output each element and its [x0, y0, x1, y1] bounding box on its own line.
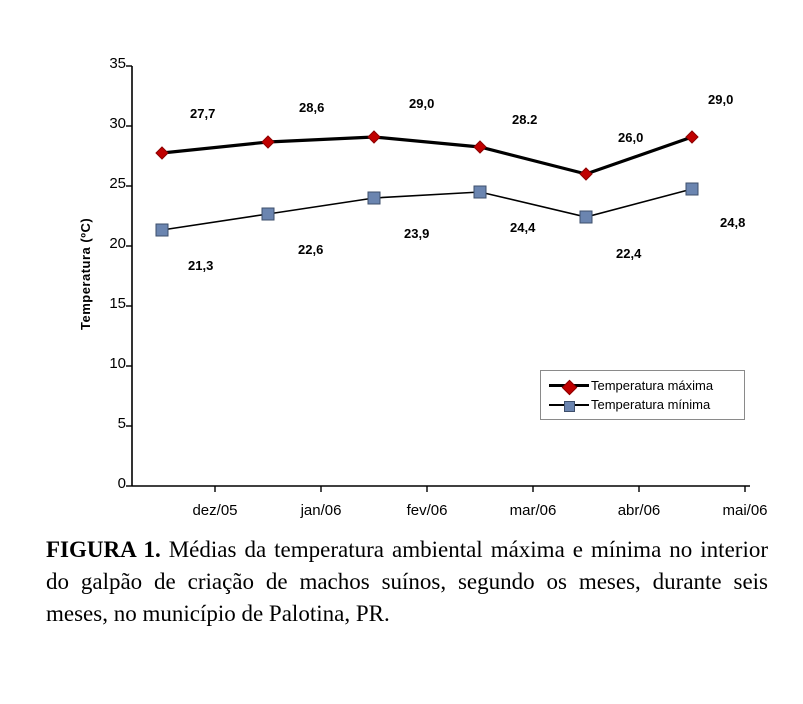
- data-label-maxima: 26,0: [618, 130, 644, 145]
- data-label-minima: 22,6: [298, 242, 324, 257]
- y-tick-label: 30: [109, 115, 126, 132]
- data-label-minima: 24,8: [720, 215, 746, 230]
- legend-label-maxima: Temperatura máxima: [591, 378, 714, 393]
- y-tick-label: 35: [109, 55, 126, 72]
- x-tick-label: mai/06: [722, 502, 768, 519]
- y-tick-label: 25: [109, 175, 126, 192]
- y-axis-title: Temperatura (ºC): [78, 217, 93, 330]
- data-label-maxima: 28.2: [512, 112, 538, 127]
- data-label-minima: 22,4: [616, 246, 642, 261]
- legend-marker-square-icon: [547, 398, 591, 412]
- legend-label-minima: Temperatura mínima: [591, 397, 711, 412]
- data-label-maxima: 29,0: [708, 92, 734, 107]
- y-tick-label: 15: [109, 295, 126, 312]
- series-line-minima: [162, 189, 692, 230]
- y-tick-label: 10: [109, 355, 126, 372]
- x-tick-label: dez/05: [192, 502, 238, 519]
- series-markers-maxima: [156, 131, 698, 180]
- legend-item-maxima[interactable]: [547, 376, 738, 395]
- legend-marker-diamond-icon: [547, 379, 591, 393]
- data-label-minima: 21,3: [188, 258, 214, 273]
- data-label-minima: 23,9: [404, 226, 430, 241]
- x-tick-label: fev/06: [406, 502, 448, 519]
- data-label-minima: 24,4: [510, 220, 536, 235]
- x-tick-label: abr/06: [617, 502, 661, 519]
- data-label-maxima: 29,0: [409, 96, 435, 111]
- figure-caption: [46, 534, 768, 630]
- figure-caption-label: FIGURA 1.: [46, 537, 161, 562]
- y-tick-label: 0: [117, 475, 126, 492]
- data-label-maxima: 28,6: [299, 100, 325, 115]
- chart-legend: [540, 370, 745, 420]
- legend-item-minima[interactable]: [547, 395, 738, 414]
- x-tick-label: mar/06: [509, 502, 557, 519]
- y-tick-label: 20: [109, 235, 126, 252]
- y-tick-label: 5: [117, 415, 126, 432]
- data-label-maxima: 27,7: [190, 106, 216, 121]
- series-line-maxima: [162, 137, 692, 174]
- x-tick-label: jan/06: [300, 502, 342, 519]
- line-chart: [60, 30, 768, 530]
- figure-caption-text: Médias da temperatura ambiental máxima e mínima no interior do galpão de criação de machos suínos, segundo os meses, durante seis meses, no município de Palotina, PR.: [46, 537, 768, 626]
